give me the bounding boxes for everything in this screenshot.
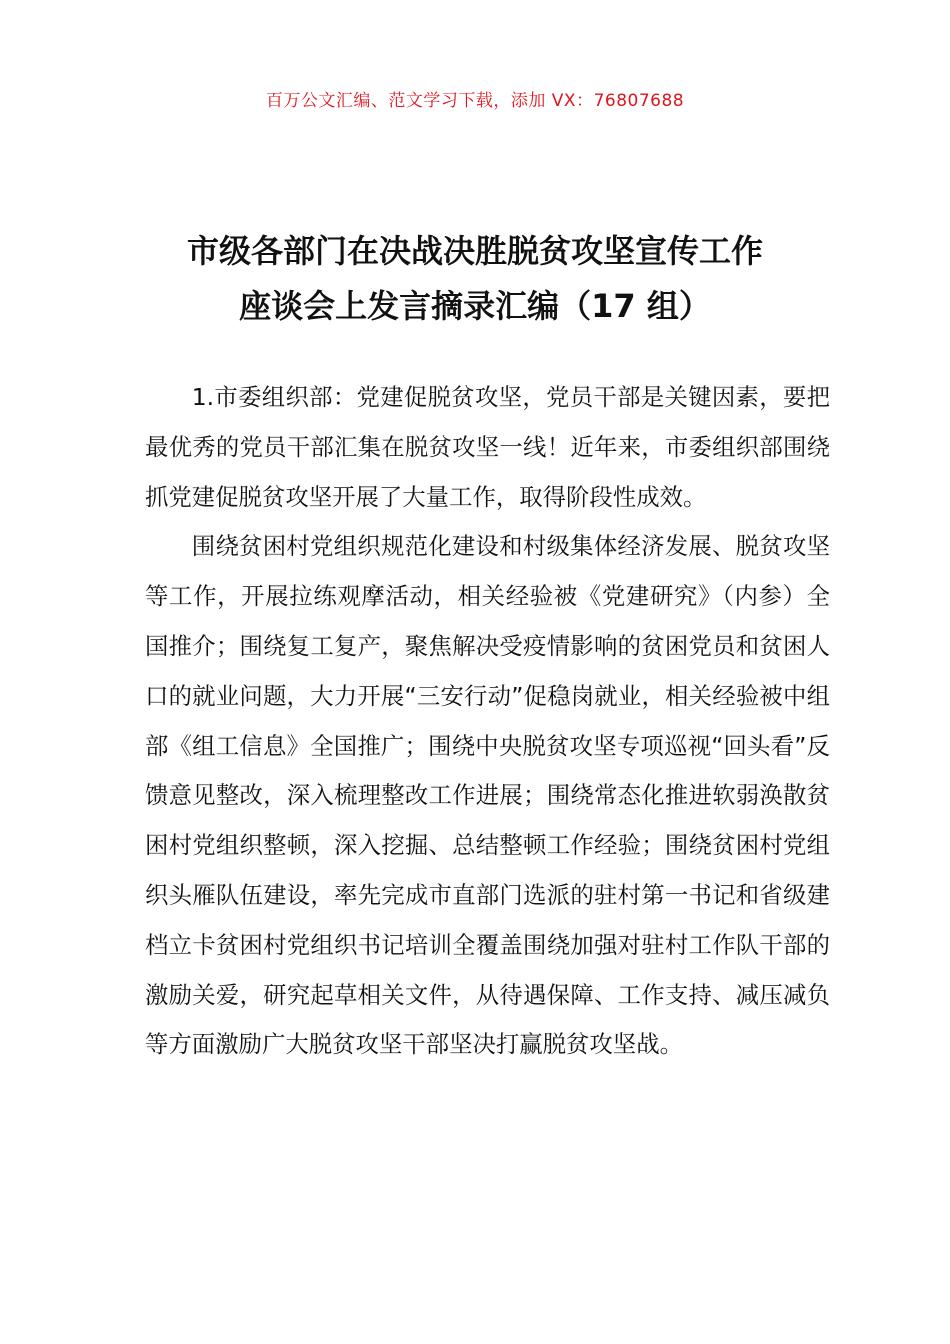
paragraph: 围绕贫困村党组织规范化建设和村级集体经济发展、脱贫攻坚等工作，开展拉练观摩活动，相关经验被《党建研究》（内参）全国推介；围绕复工复产，聚焦解决受疫情影响的贫困党员和贫困人口的就业问题，大力开展“三安行动”促稳岗就业，相关经验被中组部《组工信息》全国推广；围绕中央脱贫攻坚专项巡视“回头看”反馈意见整改，深入梳理整改工作进展；围绕常态化推进软弱涣散贫困村党组织整顿，深入挖掘、总结整顿工作经验；围绕贫困村党组织头雁队伍建设，率先完成市直部门选派的驻村第一书记和省级建档立卡贫困村党组织书记培训全覆盖围绕加强对驻村工作队干部的激励关爱，研究起草相关文件，从待遇保障、工作支持、减压减负等方面激励广大脱贫攻坚干部坚决打赢脱贫攻坚战。: [145, 532, 830, 1059]
title-line-2: 座谈会上发言摘录汇编（17 组）: [239, 287, 711, 325]
watermark-header: 百万公文汇编、范文学习下载，添加 VX：76807688: [265, 91, 685, 111]
paragraph: 1.市委组织部：党建促脱贫攻坚，党员干部是关键因素，要把最优秀的党员干部汇集在脱贫攻坚一线！近年来，市委组织部围绕抓党建促脱贫攻坚开展了大量工作，取得阶段性成效。: [145, 383, 830, 511]
document-body: [145, 373, 830, 1070]
title-line-1: 市级各部门在决战决胜脱贫攻坚宣传工作: [186, 232, 763, 270]
document-title: [0, 224, 950, 334]
